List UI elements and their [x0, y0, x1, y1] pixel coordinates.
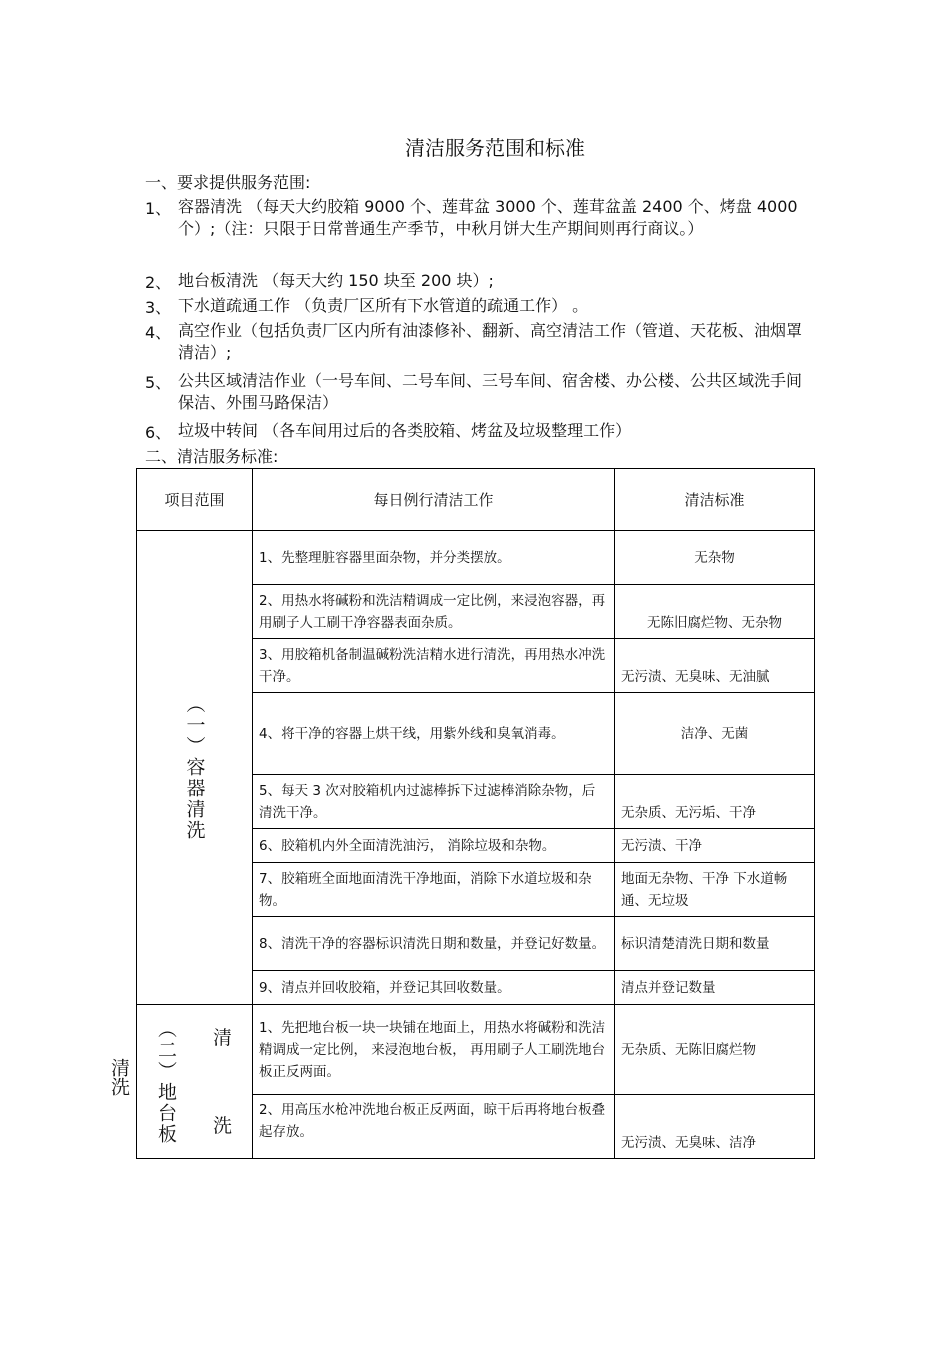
work-cell: 4、将干净的容器上烘干线，用紫外线和臭氧消毒。 — [253, 693, 615, 775]
group-label-cell — [137, 531, 253, 1005]
work-cell: 1、先整理脏容器里面杂物，并分类摆放。 — [253, 531, 615, 585]
list-number: 2、 — [145, 273, 172, 292]
list-item: 下水道疏通工作 （负责厂区所有下水管道的疏通工作） 。 — [178, 296, 589, 315]
table-row — [137, 1005, 815, 1095]
table-row — [137, 531, 815, 585]
standard-cell: 无杂物 — [615, 531, 815, 585]
standard-cell: 清点并登记数量 — [615, 971, 815, 1005]
group-label: （一）容器清洗 — [183, 694, 206, 841]
group-label-suffix — [213, 1027, 246, 1137]
list-item: 地台板清洗 （每天大约 150 块至 200 块）; — [178, 271, 494, 290]
work-cell: 3、用胶箱机备制温碱粉洗洁精水进行清洗，再用热水冲洗干净。 — [253, 639, 615, 693]
table-header-row — [137, 469, 815, 531]
list-item: 公共区域清洁作业（一号车间、二号车间、三号车间、宿舍楼、办公楼、公共区域洗手间保洁、外围马路保洁） — [178, 371, 803, 412]
standard-cell: 洁净、无菌 — [615, 693, 815, 775]
list-number: 4、 — [145, 323, 172, 342]
column-header: 清洁标准 — [615, 469, 815, 531]
list-number: 3、 — [145, 298, 172, 317]
side-label: 清洗 — [108, 1058, 130, 1096]
work-cell: 8、清洗干净的容器标识清洗日期和数量，并登记好数量。 — [253, 917, 615, 971]
group-label-char: 洗 — [212, 1114, 232, 1137]
work-cell: 5、每天 3 次对胶箱机内过滤棒拆下过滤棒消除杂物，后清洗干净。 — [253, 775, 615, 829]
work-cell: 6、胶箱机内外全面清洗油污， 消除垃圾和杂物。 — [253, 829, 615, 863]
work-cell: 7、胶箱班全面地面清洗干净地面，消除下水道垃圾和杂物。 — [253, 863, 615, 917]
page-title: 清洁服务范围和标准 — [405, 136, 585, 160]
standard-cell: 无杂质、无陈旧腐烂物 — [615, 1005, 815, 1095]
standard-cell: 标识清楚清洗日期和数量 — [615, 917, 815, 971]
work-cell: 9、清点并回收胶箱，并登记其回收数量。 — [253, 971, 615, 1005]
list-item: 高空作业（包括负责厂区内所有油漆修补、翻新、高空清洁工作（管道、天花板、油烟罩清洁）; — [178, 321, 803, 362]
list-item: 垃圾中转间 （各车间用过后的各类胶箱、烤盆及垃圾整理工作） — [178, 421, 632, 440]
standard-cell: 无陈旧腐烂物、无杂物 — [615, 585, 815, 639]
section-heading-standard: 二、清洁服务标准: — [145, 447, 279, 466]
list-number: 1、 — [145, 199, 172, 218]
work-cell: 2、用热水将碱粉和洗洁精调成一定比例，来浸泡容器，再用刷子人工刷干净容器表面杂质。 — [253, 585, 615, 639]
column-header: 项目范围 — [137, 469, 253, 531]
standard-cell: 无污渍、干净 — [615, 829, 815, 863]
list-item: 容器清洗 （每天大约胶箱 9000 个、莲茸盆 3000 个、莲茸盆盖 2400 个、烤盘 4000 个）;（注：只限于日常普通生产季节，中秋月饼大生产期间则再行商议。） — [178, 197, 798, 238]
list-number: 6、 — [145, 423, 172, 442]
work-cell: 1、先把地台板一块一块铺在地面上，用热水将碱粉和洗洁精调成一定比例， 来浸泡地台板， 再用刷子人工刷洗地台板正反两面。 — [253, 1005, 615, 1095]
standard-cell: 地面无杂物、干净 下水道畅通、无垃圾 — [615, 863, 815, 917]
group-label-cell — [137, 1005, 253, 1159]
standard-cell: 无杂质、无污垢、干净 — [615, 775, 815, 829]
column-header: 每日例行清洁工作 — [253, 469, 615, 531]
list-number: 5、 — [145, 373, 172, 392]
standard-cell: 无污渍、无臭味、洁净 — [615, 1095, 815, 1159]
section-heading-scope: 一、要求提供服务范围: — [145, 173, 311, 192]
group-label-char: 清 — [212, 1026, 232, 1049]
work-cell: 2、用高压水枪冲洗地台板正反两面，晾干后再将地台板叠起存放。 — [253, 1095, 615, 1159]
standards-table — [136, 468, 815, 1159]
standard-cell: 无污渍、无臭味、无油腻 — [615, 639, 815, 693]
group-label: （二）地台板 — [155, 1018, 177, 1145]
